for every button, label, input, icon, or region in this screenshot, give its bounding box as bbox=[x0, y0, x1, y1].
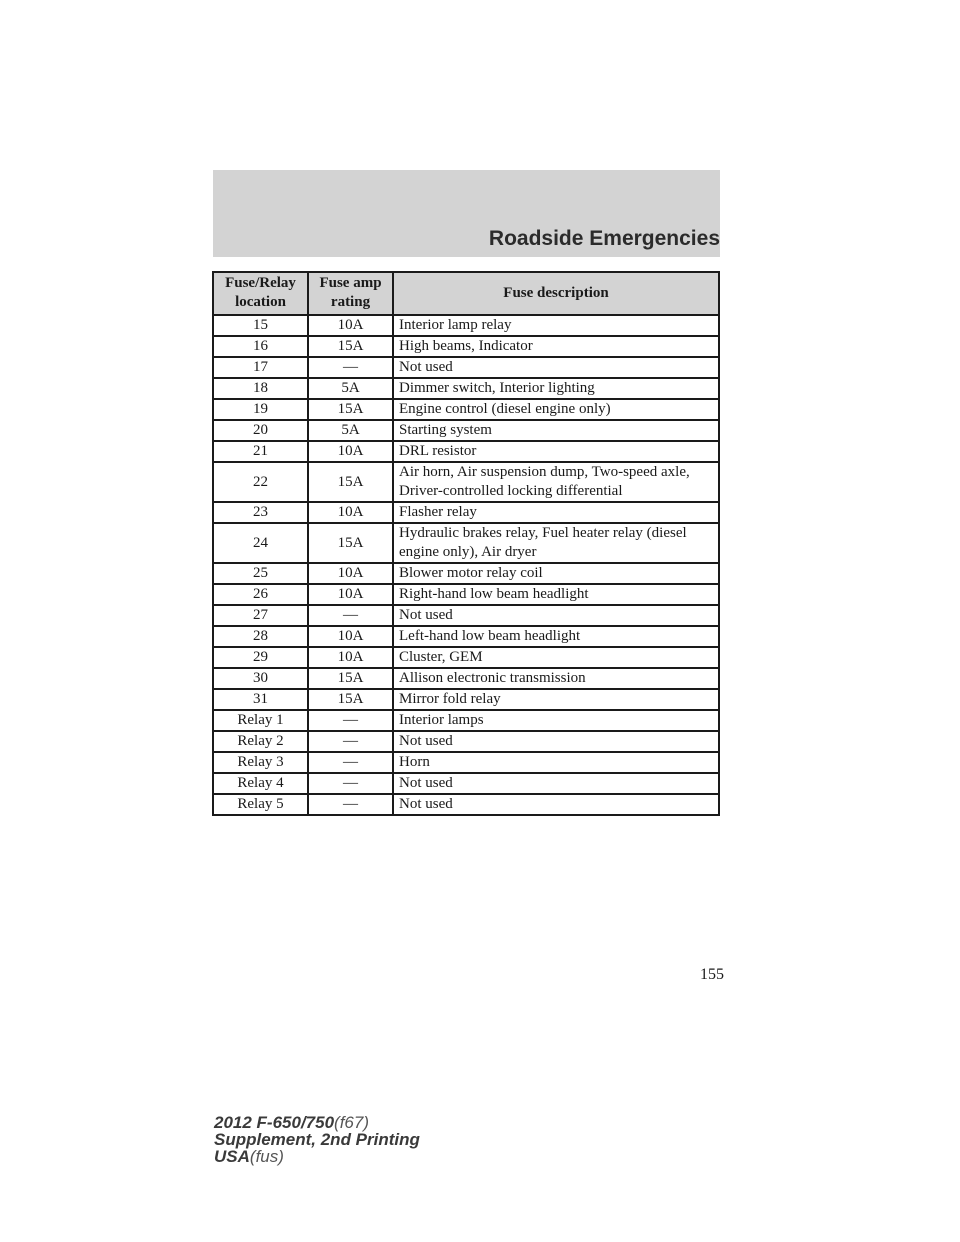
cell-location: 31 bbox=[213, 689, 308, 710]
table-row bbox=[213, 731, 719, 752]
fuse-table-body bbox=[213, 315, 719, 815]
cell-description: Horn bbox=[393, 752, 719, 773]
cell-location: Relay 3 bbox=[213, 752, 308, 773]
cell-description: Not used bbox=[393, 731, 719, 752]
footer-line-market bbox=[214, 1148, 420, 1165]
cell-amp-rating: 10A bbox=[308, 502, 393, 523]
cell-amp-rating: 5A bbox=[308, 420, 393, 441]
footer-model-code: (f67) bbox=[334, 1113, 370, 1132]
table-row bbox=[213, 462, 719, 502]
cell-amp-rating: — bbox=[308, 773, 393, 794]
cell-amp-rating: 15A bbox=[308, 462, 393, 502]
cell-location: Relay 5 bbox=[213, 794, 308, 815]
table-row bbox=[213, 420, 719, 441]
cell-description: Not used bbox=[393, 773, 719, 794]
table-row bbox=[213, 584, 719, 605]
cell-amp-rating: 15A bbox=[308, 523, 393, 563]
table-row bbox=[213, 626, 719, 647]
cell-location: 29 bbox=[213, 647, 308, 668]
cell-location: 27 bbox=[213, 605, 308, 626]
cell-description: Air horn, Air suspension dump, Two-speed axle, Driver-controlled locking differential bbox=[393, 462, 719, 502]
footer-line-supplement: Supplement, 2nd Printing bbox=[214, 1130, 420, 1149]
footer-market-code: (fus) bbox=[249, 1147, 284, 1166]
cell-location: 19 bbox=[213, 399, 308, 420]
cell-description: High beams, Indicator bbox=[393, 336, 719, 357]
cell-amp-rating: 10A bbox=[308, 647, 393, 668]
footer-model: 2012 F-650/750 bbox=[214, 1113, 335, 1132]
cell-location: 25 bbox=[213, 563, 308, 584]
cell-amp-rating: — bbox=[308, 357, 393, 378]
table-row bbox=[213, 336, 719, 357]
table-row bbox=[213, 773, 719, 794]
page-number: 155 bbox=[700, 966, 724, 983]
cell-description: Interior lamp relay bbox=[393, 315, 719, 336]
table-row bbox=[213, 399, 719, 420]
cell-amp-rating: 15A bbox=[308, 689, 393, 710]
footer-market: USA bbox=[214, 1147, 250, 1166]
cell-amp-rating: 5A bbox=[308, 378, 393, 399]
table-header-row bbox=[213, 272, 719, 315]
table-row bbox=[213, 441, 719, 462]
cell-description: Right-hand low beam headlight bbox=[393, 584, 719, 605]
table-row bbox=[213, 378, 719, 399]
cell-amp-rating: 15A bbox=[308, 336, 393, 357]
cell-description: Allison electronic transmission bbox=[393, 668, 719, 689]
cell-description: Starting system bbox=[393, 420, 719, 441]
cell-description: Not used bbox=[393, 794, 719, 815]
cell-description: Interior lamps bbox=[393, 710, 719, 731]
column-header-description: Fuse description bbox=[393, 272, 719, 315]
cell-location: 16 bbox=[213, 336, 308, 357]
cell-amp-rating: 10A bbox=[308, 584, 393, 605]
table-row bbox=[213, 710, 719, 731]
cell-description: Flasher relay bbox=[393, 502, 719, 523]
table-row bbox=[213, 523, 719, 563]
cell-location: Relay 2 bbox=[213, 731, 308, 752]
table-row bbox=[213, 605, 719, 626]
cell-amp-rating: 15A bbox=[308, 399, 393, 420]
cell-amp-rating: — bbox=[308, 752, 393, 773]
column-header-amp-rating: Fuse amp rating bbox=[308, 272, 393, 315]
cell-location: 17 bbox=[213, 357, 308, 378]
cell-location: 23 bbox=[213, 502, 308, 523]
cell-description: Blower motor relay coil bbox=[393, 563, 719, 584]
cell-amp-rating: 10A bbox=[308, 563, 393, 584]
table-row bbox=[213, 502, 719, 523]
cell-location: 28 bbox=[213, 626, 308, 647]
cell-location: 18 bbox=[213, 378, 308, 399]
table-row bbox=[213, 689, 719, 710]
cell-description: Cluster, GEM bbox=[393, 647, 719, 668]
footer-line-model bbox=[214, 1114, 420, 1131]
cell-amp-rating: 15A bbox=[308, 668, 393, 689]
cell-description: Dimmer switch, Interior lighting bbox=[393, 378, 719, 399]
cell-location: 22 bbox=[213, 462, 308, 502]
cell-description: Hydraulic brakes relay, Fuel heater relay (diesel engine only), Air dryer bbox=[393, 523, 719, 563]
cell-location: 30 bbox=[213, 668, 308, 689]
cell-location: 21 bbox=[213, 441, 308, 462]
cell-location: 24 bbox=[213, 523, 308, 563]
table-row bbox=[213, 563, 719, 584]
table-row bbox=[213, 752, 719, 773]
table-row bbox=[213, 357, 719, 378]
document-footer bbox=[214, 1114, 420, 1165]
cell-description: Left-hand low beam headlight bbox=[393, 626, 719, 647]
cell-amp-rating: — bbox=[308, 710, 393, 731]
cell-location: Relay 4 bbox=[213, 773, 308, 794]
cell-amp-rating: — bbox=[308, 605, 393, 626]
table-row bbox=[213, 315, 719, 336]
table-row bbox=[213, 794, 719, 815]
cell-location: 20 bbox=[213, 420, 308, 441]
cell-location: 26 bbox=[213, 584, 308, 605]
cell-location: 15 bbox=[213, 315, 308, 336]
cell-location: Relay 1 bbox=[213, 710, 308, 731]
section-title: Roadside Emergencies bbox=[488, 227, 720, 250]
cell-description: Not used bbox=[393, 357, 719, 378]
cell-amp-rating: — bbox=[308, 731, 393, 752]
table-row bbox=[213, 647, 719, 668]
cell-amp-rating: 10A bbox=[308, 315, 393, 336]
section-header-band bbox=[213, 170, 720, 257]
cell-amp-rating: 10A bbox=[308, 441, 393, 462]
cell-amp-rating: — bbox=[308, 794, 393, 815]
table-row bbox=[213, 668, 719, 689]
fuse-table bbox=[212, 271, 720, 816]
cell-description: DRL resistor bbox=[393, 441, 719, 462]
cell-description: Mirror fold relay bbox=[393, 689, 719, 710]
column-header-location: Fuse/Relay location bbox=[213, 272, 308, 315]
cell-description: Not used bbox=[393, 605, 719, 626]
cell-amp-rating: 10A bbox=[308, 626, 393, 647]
cell-description: Engine control (diesel engine only) bbox=[393, 399, 719, 420]
